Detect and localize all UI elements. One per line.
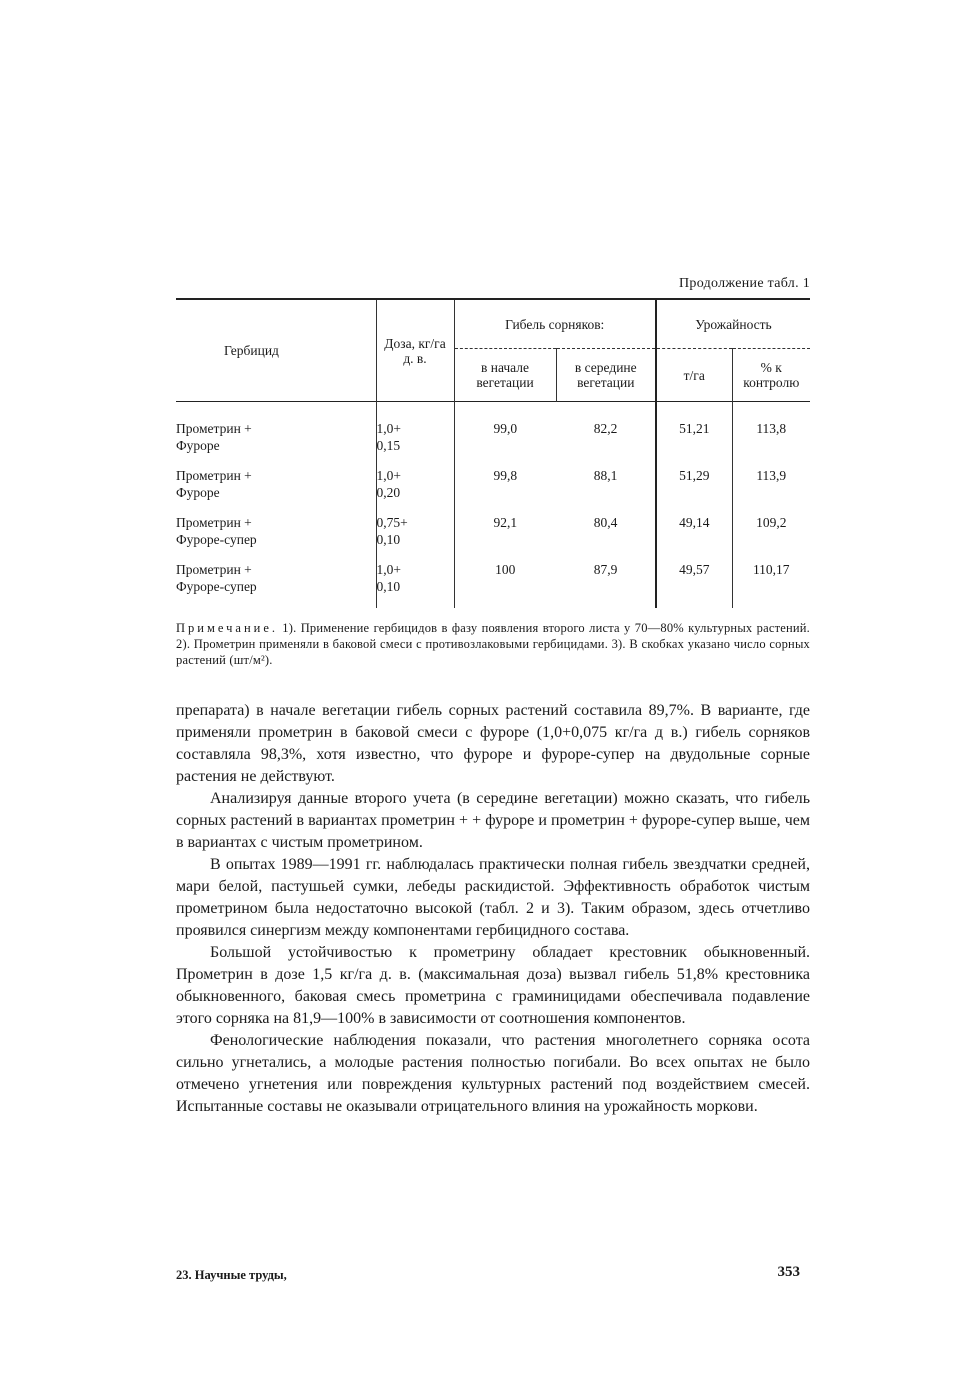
paragraph: Анализируя данные второго учета (в середине вегетации) можно сказать, что гибель сорных растений в вариантах прометрин + + фуроре и прометрин + фуроре-супер выше, чем в вариантах с чистым прометрином. bbox=[176, 790, 810, 851]
header-herbicide: Гербицид bbox=[224, 343, 279, 358]
table-row bbox=[176, 514, 810, 561]
page-number: 353 bbox=[777, 1264, 800, 1280]
death-middle-cell: 87,9 bbox=[593, 562, 618, 577]
yield-pct-cell: 110,17 bbox=[732, 561, 810, 608]
herbicide-table bbox=[176, 298, 810, 608]
header-percent-control: % к контролю bbox=[732, 349, 810, 402]
note-text: 1). Применение гербицидов в фазу появления второго листа у 70—80% культурных растений. 2). Прометрин применяли в баковой смеси с противозлаковыми гербицидами. 3). В скобках указано число сорных растений (шт/м²). bbox=[176, 621, 810, 667]
table-row bbox=[176, 561, 810, 608]
header-start-vegetation: в начале вегетации bbox=[454, 349, 556, 402]
body-text bbox=[176, 700, 810, 1118]
death-start-cell: 99,0 bbox=[454, 402, 556, 468]
dose-cell: 1,0+ 0,20 bbox=[376, 467, 454, 514]
dose-cell: 0,75+ 0,10 bbox=[376, 514, 454, 561]
note-label: Примечание. bbox=[176, 621, 279, 635]
table-caption: Продолжение табл. 1 bbox=[679, 276, 810, 291]
death-start-cell: 99,8 bbox=[454, 467, 556, 514]
dose-cell: 1,0+ 0,15 bbox=[376, 402, 454, 468]
table-note bbox=[176, 620, 810, 668]
paragraph: Фенологические наблюдения показали, что растения многолетнего сорняка осота сильно угнетались, а молодые растения полностью погибали. Во всех опытах не было отмечено угнетения или повреждения культурных растений под воздействием смесей. Испытанные составы не оказывали отрицательного влиния на урожайность моркови. bbox=[176, 1032, 810, 1115]
paragraph: В опытах 1989—1991 гг. наблюдалась практически полная гибель звездчатки средней, мари белой, пастушьей сумки, лебеды раскидистой. Эффективность обработок чистым прометрином была недостаточно высокой (табл. 2 и 3). Таким образом, здесь отчетливо проявился синергизм между компонентами гербицидного состава. bbox=[176, 856, 810, 939]
yield-pct-cell: 109,2 bbox=[732, 514, 810, 561]
death-start-cell: 92,1 bbox=[454, 514, 556, 561]
death-middle-cell: 82,2 bbox=[593, 421, 618, 436]
dose-cell: 1,0+ 0,10 bbox=[376, 561, 454, 608]
yield-pct-cell: 113,8 bbox=[732, 402, 810, 468]
header-middle-vegetation: в середине вегетации bbox=[556, 349, 656, 402]
herbicide-name: Прометрин + Фуроре-супер bbox=[176, 562, 257, 594]
death-middle-cell: 80,4 bbox=[593, 515, 618, 530]
header-yield: Урожайность bbox=[656, 299, 810, 349]
header-weed-death: Гибель сорняков: bbox=[454, 299, 656, 349]
yield-tha-cell: 51,21 bbox=[656, 402, 732, 468]
header-dose: Доза, кг/га д. в. bbox=[376, 299, 454, 402]
yield-tha-cell: 51,29 bbox=[656, 467, 732, 514]
table-row bbox=[176, 467, 810, 514]
herbicide-name: Прометрин + Фуроре bbox=[176, 421, 252, 453]
yield-tha-cell: 49,57 bbox=[656, 561, 732, 608]
paragraph: препарата) в начале вегетации гибель сорных растений составила 89,7%. В варианте, где применяли прометрин в баковой смеси с фуроре (1,0+0,075 кг/га д в.) гибель сорняков составляла 98,3%, хотя известно, что фуроре и фуроре-супер на двудольные сорные растения не действуют. bbox=[176, 702, 810, 785]
table-row bbox=[176, 402, 810, 468]
paragraph: Большой устойчивостью к прометрину обладает крестовник обыкновенный. Прометрин в дозе 1,5 кг/га д. в. (максимальная доза) вызвал гибель 51,8% крестовника обыкновенного, баковая смесь прометрина с граминицидами обеспечивала подавление этого сорняка на 81,9—100% в зависимости от соотношения компонентов. bbox=[176, 944, 810, 1027]
death-middle-cell: 88,1 bbox=[593, 468, 618, 483]
death-start-cell: 100 bbox=[454, 561, 556, 608]
yield-pct-cell: 113,9 bbox=[732, 467, 810, 514]
footer-source: 23. Научные труды, bbox=[176, 1268, 287, 1282]
header-t-per-ha: т/га bbox=[656, 349, 732, 402]
herbicide-name: Прометрин + Фуроре bbox=[176, 468, 252, 500]
yield-tha-cell: 49,14 bbox=[656, 514, 732, 561]
herbicide-name: Прометрин + Фуроре-супер bbox=[176, 515, 257, 547]
